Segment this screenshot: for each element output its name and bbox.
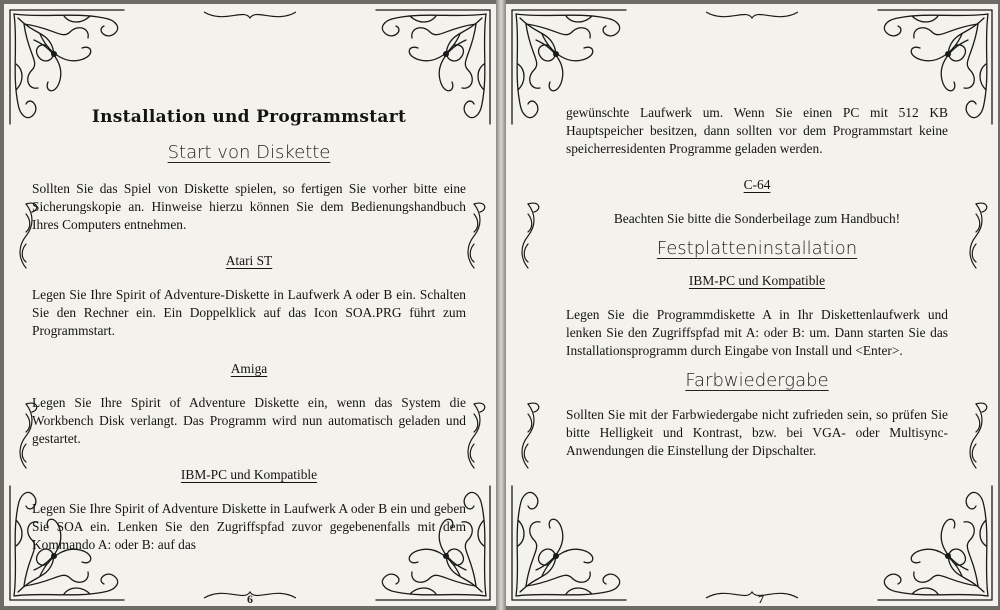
page-title: Installation und Programmstart bbox=[91, 107, 407, 127]
hdd-paragraph: Legen Sie die Programmdiskette A in Ihr Diskettenlaufwerk und lenken Sie den Zugriffspfad mit A: oder B: um. Dann starten Sie das Installationsprogramm durch Eingabe von Install und <Enter>. bbox=[566, 307, 948, 358]
amiga-paragraph: Legen Sie Ihre Spirit of Adventure Diskette ein, wenn das System die Workbench Disk verlangt. Das Programm wird nun automatisch geladen und gestartet. bbox=[32, 395, 466, 446]
book-gutter bbox=[496, 0, 506, 610]
hdd-ibm-heading: IBM-PC und Kompatible bbox=[688, 273, 826, 288]
section-heading-festplatteninstallation: Festplatteninstallation bbox=[656, 238, 858, 259]
left-page bbox=[4, 4, 496, 606]
c64-heading: C-64 bbox=[743, 177, 771, 192]
ibm-heading: IBM-PC und Kompatible bbox=[180, 467, 318, 482]
atari-paragraph: Legen Sie Ihre Spirit of Adventure-Diskette in Laufwerk A oder B ein. Schalten Sie den Rechner ein. Ein Doppelklick auf das Icon SOA.PRG führt zum Programmstart. bbox=[32, 287, 466, 338]
page-number-left: 6 bbox=[247, 592, 253, 606]
intro-paragraph: Sollten Sie das Spiel von Diskette spielen, so fertigen Sie vorher bitte eine Sicherungskopie an. Hinweise hierzu können Sie dem Bedienungshandbuch Ihres Computers entnehmen. bbox=[32, 181, 466, 232]
amiga-heading: Amiga bbox=[230, 361, 268, 376]
c64-paragraph: Beachten Sie bitte die Sonderbeilage zum Handbuch! bbox=[613, 211, 901, 226]
left-page-content bbox=[32, 108, 466, 554]
page-number-right: 7 bbox=[758, 592, 764, 606]
section-heading-start-von-diskette: Start von Diskette bbox=[167, 142, 331, 163]
section-heading-farbwiedergabe: Farbwiedergabe bbox=[685, 370, 829, 391]
color-paragraph: Sollten Sie mit der Farbwiedergabe nicht zufrieden sein, so prüfen Sie bitte Helligkeit und Kontrast, bzw. bei VGA- oder Multisync-Anwendungen die Einstellung der Dipschalter. bbox=[566, 407, 948, 458]
atari-heading: Atari ST bbox=[225, 253, 273, 268]
ibm-paragraph: Legen Sie Ihre Spirit of Adventure Diskette in Laufwerk A oder B ein und geben Sie SOA ein. Lenken Sie den Zugriffspfad zuvor gegebenenfalls mit dem Kommando A: oder B: auf das bbox=[32, 501, 466, 552]
continuation-paragraph: gewünschte Laufwerk um. Wenn Sie einen PC mit 512 KB Hauptspeicher besitzen, dann sollten vor dem Programmstart keine speicherresidenten Programme geladen werden. bbox=[566, 105, 948, 156]
right-page-content bbox=[566, 104, 948, 460]
right-page bbox=[506, 4, 998, 606]
